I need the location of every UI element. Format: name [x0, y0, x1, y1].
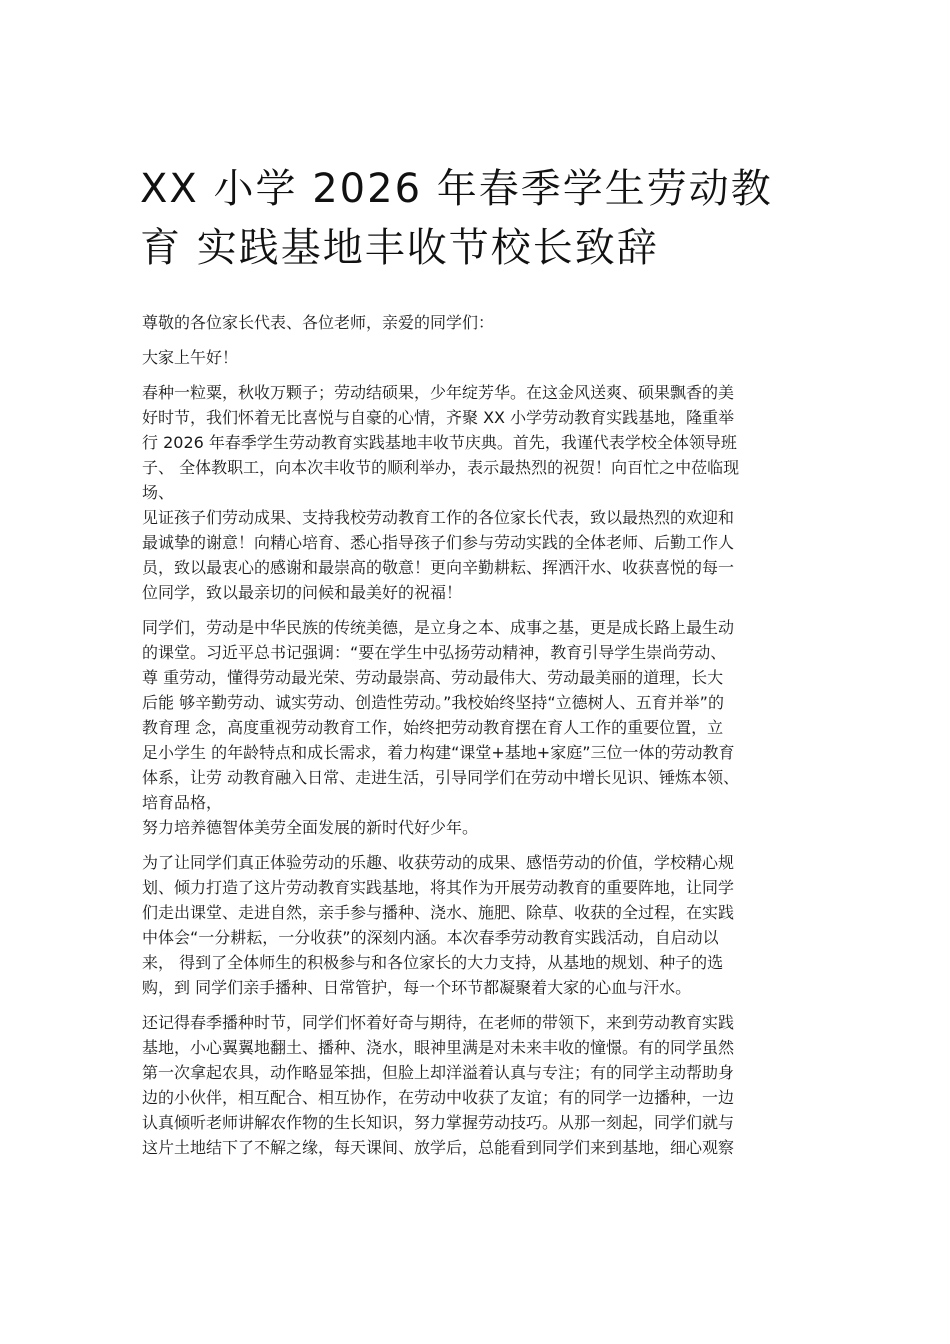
- paragraph-line: 春种一粒粟，秋收万颗子；劳动结硕果，少年绽芳华。在这金风送爽、硕果飘香的美: [142, 383, 735, 402]
- paragraph-line: 第一次拿起农具，动作略显笨拙，但脸上却洋溢着认真与专注；有的同学主动帮助身: [142, 1063, 735, 1082]
- paragraph: [142, 850, 802, 1000]
- paragraph: [142, 380, 802, 605]
- paragraph-line: 见证孩子们劳动成果、支持我校劳动教育工作的各位家长代表，致以最热烈的欢迎和: [142, 508, 735, 527]
- paragraph-line: 最诚挚的谢意！向精心培育、悉心指导孩子们参与劳动实践的全体老师、后勤工作人: [142, 533, 735, 552]
- paragraph-line: 大家上午好！: [142, 348, 239, 367]
- title-line: 育 实践基地丰收节校长致辞: [140, 225, 659, 271]
- paragraph-line: 尊敬的各位家长代表、各位老师，亲爱的同学们：: [142, 313, 495, 332]
- paragraph-line: 中体会“一分耕耘，一分收获”的深刻内涵。本次春季劳动教育实践活动，自启动以: [142, 928, 719, 947]
- paragraph-line: 好时节，我们怀着无比喜悦与自豪的心情，齐聚 XX 小学劳动教育实践基地，隆重举: [142, 408, 735, 427]
- paragraph-line: 尊 重劳动，懂得劳动最光荣、劳动最崇高、劳动最伟大、劳动最美丽的道理，长大: [142, 668, 724, 687]
- paragraph-line: 行 2026 年春季学生劳动教育实践基地丰收节庆典。首先，我谨代表学校全体领导班: [142, 433, 737, 452]
- document-body: [142, 310, 802, 1170]
- paragraph-line: 划、倾力打造了这片劳动教育实践基地，将其作为开展劳动教育的重要阵地，让同学: [142, 878, 735, 897]
- paragraph-line: 这片土地结下了不解之缘，每天课间、放学后，总能看到同学们来到基地，细心观察: [142, 1138, 735, 1157]
- paragraph: [142, 1010, 802, 1160]
- paragraph: [142, 615, 802, 840]
- paragraph-line: 的课堂。习近平总书记强调：“要在学生中弘扬劳动精神，教育引导学生崇尚劳动、: [142, 643, 727, 662]
- paragraph-line: 体系，让劳 动教育融入日常、走进生活，引导同学们在劳动中增长见识、锤炼本领、: [142, 768, 740, 787]
- paragraph-line: 们走出课堂、走进自然，亲手参与播种、浇水、施肥、除草、收获的全过程，在实践: [142, 903, 735, 922]
- paragraph-line: 认真倾听老师讲解农作物的生长知识，努力掌握劳动技巧。从那一刻起，同学们就与: [142, 1113, 735, 1132]
- paragraph-line: 子、 全体教职工，向本次丰收节的顺利举办，表示最热烈的祝贺！向百忙之中莅临现: [142, 458, 740, 477]
- paragraph-line: 购，到 同学们亲手播种、日常管护，每一个环节都凝聚着大家的心血与汗水。: [142, 978, 692, 997]
- paragraph: [142, 345, 802, 370]
- paragraph-line: 场、: [142, 483, 175, 502]
- paragraph-line: 为了让同学们真正体验劳动的乐趣、收获劳动的成果、感悟劳动的价值，学校精心规: [142, 853, 735, 872]
- paragraph-line: 基地，小心翼翼地翻土、播种、浇水，眼神里满是对未来丰收的憧憬。有的同学虽然: [142, 1038, 735, 1057]
- title-line: XX 小学 2026 年春季学生劳动教: [140, 166, 773, 212]
- paragraph-line: 后能 够辛勤劳动、诚实劳动、创造性劳动。”我校始终坚持“立德树人、五育并举”的: [142, 693, 724, 712]
- paragraph-line: 努力培养德智体美劳全面发展的新时代好少年。: [142, 818, 479, 837]
- paragraph-line: 来， 得到了全体师生的积极参与和各位家长的大力支持，从基地的规划、种子的选: [142, 953, 724, 972]
- paragraph-line: 教育理 念，高度重视劳动教育工作，始终把劳动教育摆在育人工作的重要位置，立: [142, 718, 724, 737]
- paragraph-line: 同学们，劳动是中华民族的传统美德，是立身之本、成事之基，更是成长路上最生动: [142, 618, 735, 637]
- paragraph-line: 位同学，致以最亲切的问候和最美好的祝福！: [142, 583, 463, 602]
- paragraph-line: 还记得春季播种时节，同学们怀着好奇与期待，在老师的带领下，来到劳动教育实践: [142, 1013, 735, 1032]
- paragraph-line: 足小学生 的年龄特点和成长需求，着力构建“课堂+基地+家庭”三位一体的劳动教育: [142, 743, 735, 762]
- paragraph: [142, 310, 802, 335]
- paragraph-line: 员，致以最衷心的感谢和最崇高的敬意！更向辛勤耕耘、挥洒汗水、收获喜悦的每一: [142, 558, 735, 577]
- document-title: [140, 160, 820, 278]
- paragraph-line: 培育品格，: [142, 793, 223, 812]
- paragraph-line: 边的小伙伴，相互配合、相互协作，在劳动中收获了友谊；有的同学一边播种，一边: [142, 1088, 735, 1107]
